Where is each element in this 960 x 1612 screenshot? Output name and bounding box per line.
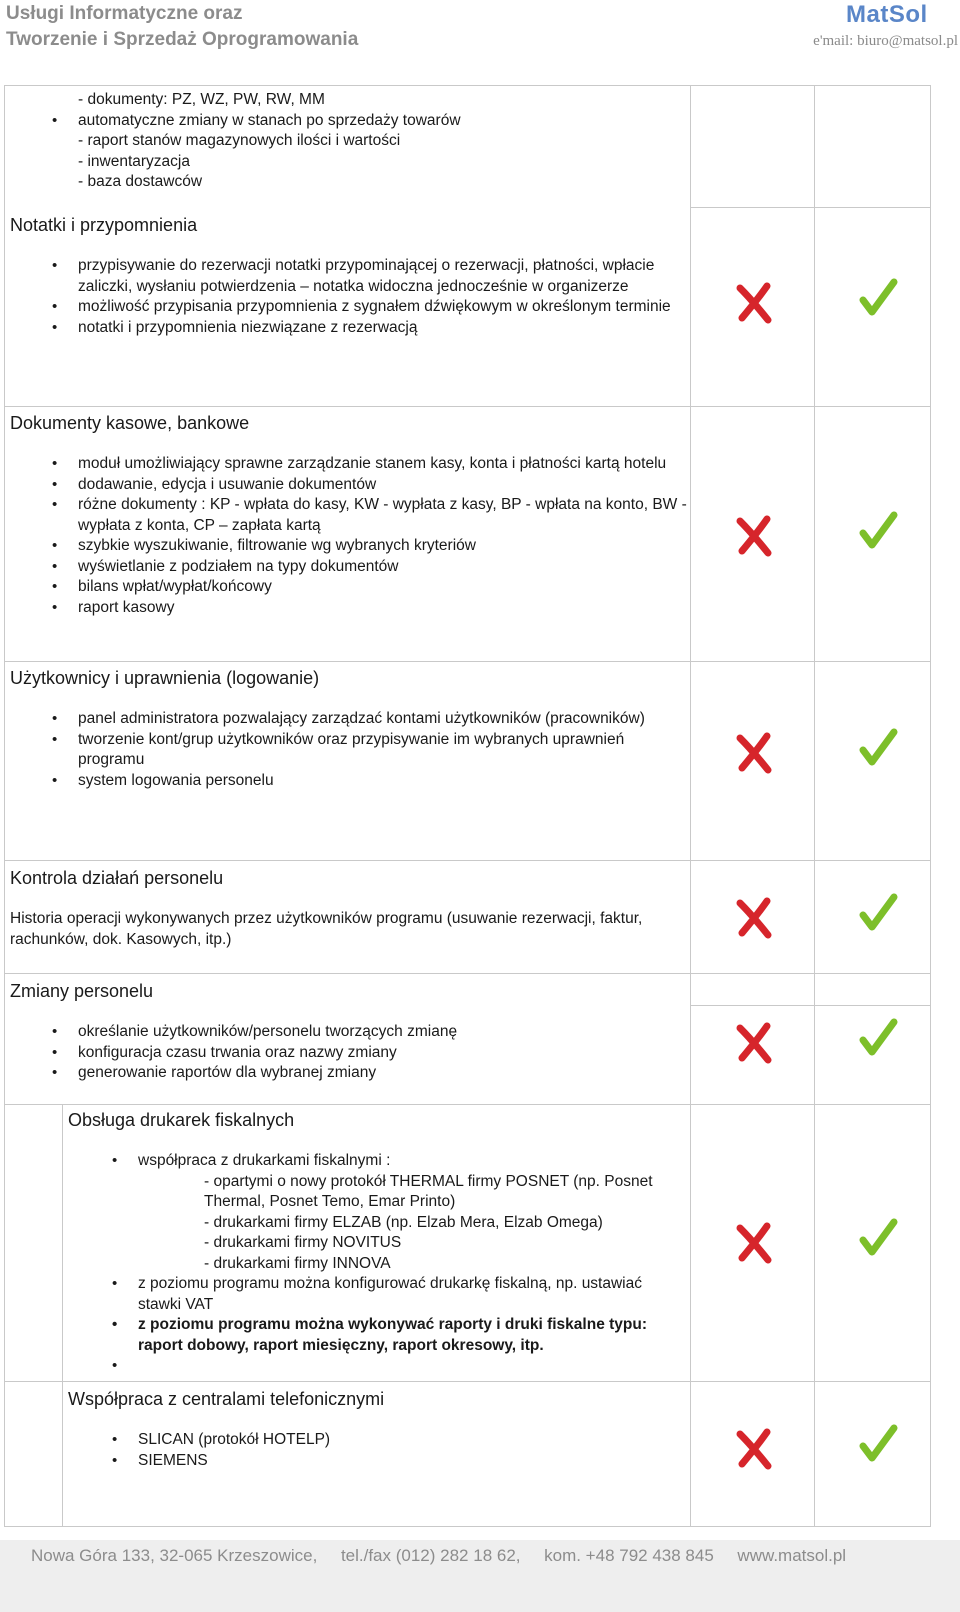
section-phone-exchanges: [68, 1388, 678, 1471]
list-item: • dodawanie, edycja i usuwanie dokumentów: [78, 475, 690, 496]
cross-icon: [734, 1220, 774, 1264]
check-icon: [858, 726, 898, 770]
section-title: Współpraca z centralami telefonicznymi: [68, 1389, 385, 1409]
list-item: • moduł umożliwiający sprawne zarządzanie stanem kasy, konta i płatności kartą hotelu: [78, 454, 690, 475]
cross-icon: [734, 1426, 774, 1470]
section-title: Notatki i przypomnienia: [10, 215, 198, 235]
list-item: • określanie użytkowników/personelu tworzących zmianę: [78, 1022, 680, 1043]
check-icon: [858, 509, 898, 553]
list-item: • możliwość przypisania przypomnienia z sygnałem dźwiękowym w określonym terminie: [78, 297, 680, 318]
list-item: • tworzenie kont/grup użytkowników oraz przypisywanie im wybranych uprawnień programu: [78, 730, 680, 771]
list-item: • system logowania personelu: [78, 771, 680, 792]
company-line-2: Tworzenie i Sprzedaż Oprogramowania: [6, 29, 359, 50]
cross-icon: [734, 895, 774, 939]
cross-icon: [734, 280, 774, 324]
list-item: - inwentaryzacja: [78, 152, 190, 170]
company-line-1: Usługi Informatyczne oraz: [6, 3, 243, 24]
page-footer: [0, 1540, 960, 1612]
cross-icon: [734, 513, 774, 557]
logo-text: MatSol: [846, 1, 928, 28]
list-item: • notatki i przypomnienia niezwiązane z rezerwacją: [78, 318, 680, 339]
section-users: [10, 667, 680, 791]
section-title: Użytkownicy i uprawnienia (logowanie): [10, 668, 320, 688]
list-item: • różne dokumenty : KP - wpłata do kasy, KW - wypłata z kasy, BP - wpłata na konto, BW - wypłata z konta, CP – zapłata kartą: [78, 495, 690, 536]
footer-www: www.matsol.pl: [737, 1546, 847, 1565]
list-item: • wyświetlanie z podziałem na typy dokumentów: [78, 557, 690, 578]
matsol-logo: [846, 1, 938, 29]
header-email: e'mail: biuro@matsol.pl: [813, 33, 958, 49]
list-item: • SIEMENS: [138, 1451, 678, 1472]
section-title: Obsługa drukarek fiskalnych: [68, 1110, 295, 1130]
check-icon: [858, 1422, 898, 1466]
list-item: • automatyczne zmiany w stanach po sprzedaży towarów: [78, 111, 678, 132]
check-icon: [858, 1216, 898, 1260]
list-item: • współpraca z drukarkami fiskalnymi :: [138, 1151, 678, 1172]
list-item-empty: [138, 1356, 678, 1377]
list-item: • konfiguracja czasu trwania oraz nazwy zmiany: [78, 1043, 680, 1064]
section-staff-control: [10, 867, 680, 950]
doc-types: - dokumenty: PZ, WZ, PW, RW, MM: [78, 91, 325, 108]
list-item: • bilans wpłat/wypłat/końcowy: [78, 577, 690, 598]
list-item: - raport stanów magazynowych ilości i wartości: [78, 132, 401, 149]
company-name: [6, 1, 358, 53]
section-cash-documents: [10, 412, 690, 618]
list-item: • z poziomu programu można wykonywać raporty i druki fiskalne typu: raport dobowy, raport miesięczny, raport okresowy, itp.: [138, 1315, 678, 1356]
sub-item: - drukarkami firmy INNOVA: [204, 1254, 391, 1272]
section-paragraph: Historia operacji wykonywanych przez użytkowników programu (usuwanie rezerwacji, faktur, rachunków, dok. Kasowych, itp.): [10, 910, 643, 948]
check-icon: [858, 276, 898, 320]
list-item: • z poziomu programu można konfigurować drukarkę fiskalną, np. ustawiać stawki VAT: [138, 1274, 678, 1315]
list-item: • raport kasowy: [78, 598, 690, 619]
check-icon: [858, 891, 898, 935]
sub-item: - drukarkami firmy NOVITUS: [204, 1234, 402, 1251]
cross-icon: [734, 1020, 774, 1064]
section-title: Zmiany personelu: [10, 981, 154, 1001]
check-icon: [858, 1016, 898, 1060]
section-title: Kontrola działań personelu: [10, 868, 224, 888]
section-notes: [10, 214, 680, 338]
section-title: Dokumenty kasowe, bankowe: [10, 413, 250, 433]
list-item: • szybkie wyszukiwanie, filtrowanie wg wybranych kryteriów: [78, 536, 690, 557]
list-item: • SLICAN (protokół HOTELP): [138, 1430, 678, 1451]
list-item: • przypisywanie do rezerwacji notatki przypominającej o rezerwacji, płatności, wpłacie zaliczki, wysłaniu potwierdzenia – notatka widoczna jednocześnie w organizerze: [78, 256, 680, 297]
printer-sublist: [136, 1172, 678, 1275]
footer-line: [31, 1546, 846, 1566]
footer-address: Nowa Góra 133, 32-065 Krzeszowice,: [31, 1546, 318, 1565]
section-fiscal-printers: [68, 1109, 678, 1377]
footer-mobile: kom. +48 792 438 845: [544, 1546, 714, 1565]
sub-item: - opartymi o nowy protokół THERMAL firmy POSNET (np. Posnet Thermal, Posnet Temo, Emar Printo): [204, 1172, 653, 1210]
footer-phone: tel./fax (012) 282 18 62,: [340, 1546, 521, 1565]
page-header: [0, 0, 960, 56]
section-shifts: [10, 980, 680, 1084]
cross-icon: [734, 730, 774, 774]
sub-item: - drukarkami firmy ELZAB (np. Elzab Mera, Elzab Omega): [204, 1213, 603, 1231]
list-item: • panel administratora pozwalający zarządzać kontami użytkowników (pracowników): [78, 709, 680, 730]
list-item: - baza dostawców: [78, 173, 203, 190]
list-item: • generowanie raportów dla wybranej zmiany: [78, 1063, 680, 1084]
section-warehouse: [78, 90, 678, 193]
